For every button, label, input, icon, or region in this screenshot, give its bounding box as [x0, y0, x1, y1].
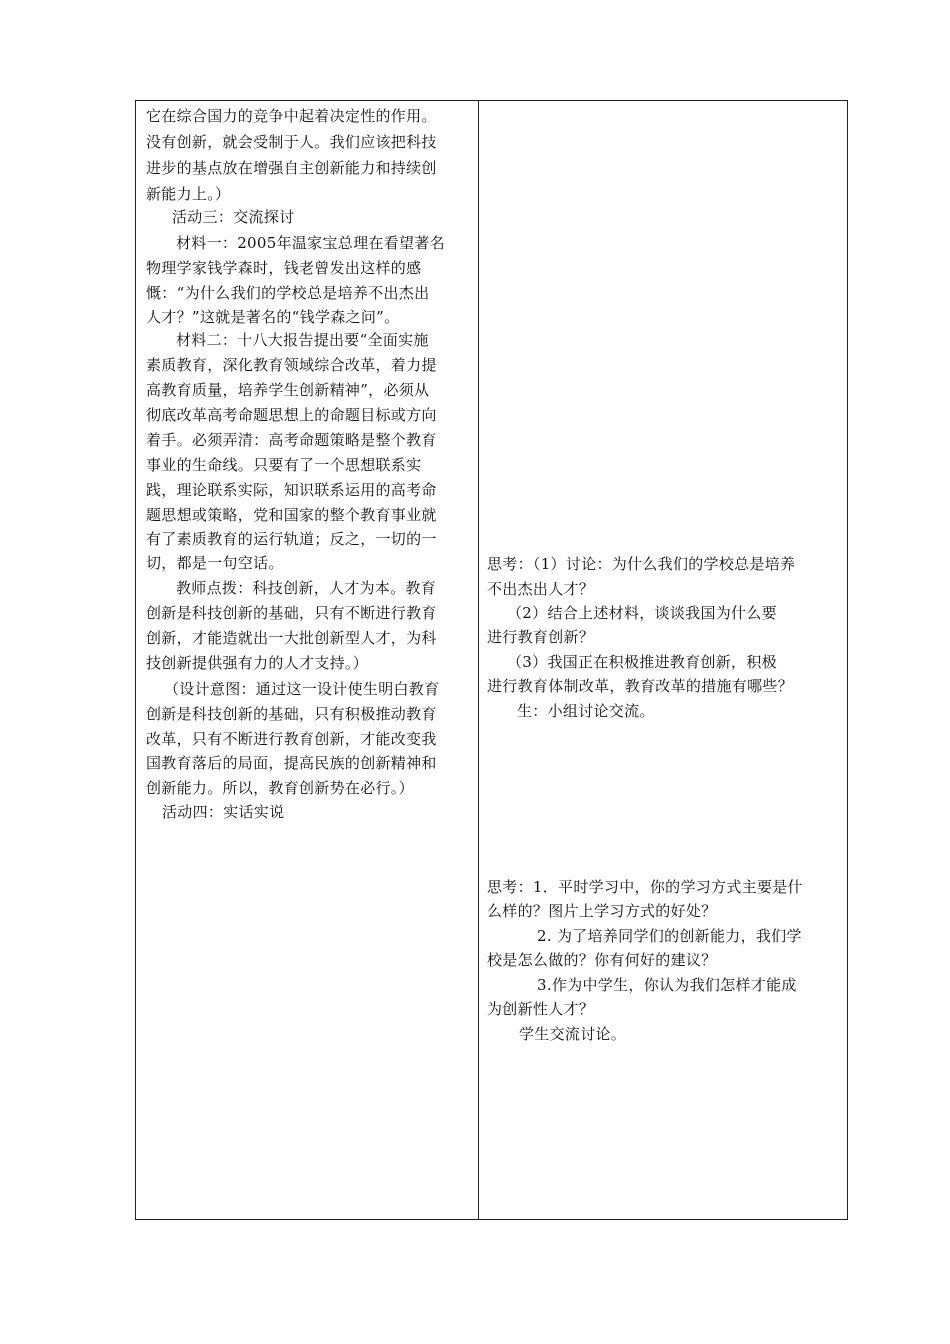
text-line: 材料一：2005年温家宝总理在看望著名 — [176, 234, 445, 252]
text-line: 创新能力。所以，教育创新势在必行。） — [146, 779, 414, 797]
text-line: 彻底改革高考命题思想上的命题目标或方向 — [146, 406, 437, 424]
activity-heading: 活动四：实话实说 — [162, 803, 285, 821]
text-line: 3.作为中学生，你认为我们怎样才能成 — [537, 976, 797, 994]
text-line: 不出杰出人才？ — [487, 580, 595, 598]
text-line: （2）结合上述材料，谈谈我国为什么要 — [507, 604, 777, 622]
text-line: 创新是科技创新的基础，只有不断进行教育 — [146, 604, 437, 622]
text-line: 着手。必须弄清：高考命题策略是整个教育 — [146, 431, 437, 449]
teaching-process-column — [136, 101, 479, 1219]
text-line: 它在综合国力的竞争中起着决定性的作用。 — [146, 107, 437, 125]
text-line: 思考：（1）讨论：为什么我们的学校总是培养 — [487, 555, 796, 573]
text-line: 么样的？图片上学习方式的好处？ — [487, 902, 717, 920]
text-line: 高教育质量，培养学生创新精神”，必须从 — [146, 381, 430, 399]
text-line: （设计意图：通过这一设计使生明白教育 — [164, 680, 440, 698]
text-line: 创新，才能造就出一大批创新型人才，为科 — [146, 629, 437, 647]
text-line: 国教育落后的局面，提高民族的创新精神和 — [146, 754, 437, 772]
activity-heading: 活动三：交流探讨 — [172, 208, 295, 226]
text-line: 践，理论联系实际，知识联系运用的高考命 — [146, 481, 437, 499]
text-line: 慨：“为什么我们的学校总是培养不出杰出 — [146, 284, 430, 302]
text-line: 思考：1．平时学习中，你的学习方式主要是什 — [487, 878, 803, 896]
text-line: 事业的生命线。只要有了一个思想联系实 — [146, 456, 422, 474]
text-line: 新能力上。） — [146, 185, 231, 203]
text-line: 技创新提供强有力的人才支持。） — [146, 654, 369, 672]
text-line: 素质教育，深化教育领域综合改革，着力提 — [146, 356, 437, 374]
text-line: 为创新性人才？ — [487, 1000, 595, 1018]
text-line: 进行教育体制改革，教育改革的措施有哪些？ — [487, 677, 794, 695]
student-activity-column — [479, 101, 847, 1219]
text-line: 没有创新，就会受制于人。我们应该把科技 — [146, 133, 437, 151]
text-line: 教师点拨：科技创新，人才为本。教育 — [176, 579, 437, 597]
text-line: 有了素质教育的运行轨道；反之，一切的一 — [146, 530, 437, 548]
text-line: 学生交流讨论。 — [519, 1025, 627, 1043]
text-line: 题思想或策略，党和国家的整个教育事业就 — [146, 506, 437, 524]
lesson-plan-table — [135, 100, 848, 1220]
text-line: 材料二：十八大报告提出要“全面实施 — [176, 331, 429, 349]
text-line: 2. 为了培养同学们的创新能力，我们学 — [537, 927, 802, 945]
text-line: 人才？”这就是著名的“钱学森之问”。 — [146, 308, 400, 326]
text-line: 切，都是一句空话。 — [146, 554, 284, 572]
text-line: 生：小组讨论交流。 — [517, 702, 655, 720]
text-line: 进行教育创新？ — [487, 628, 595, 646]
text-line: 进步的基点放在增强自主创新能力和持续创 — [146, 159, 437, 177]
text-line: 改革，只有不断进行教育创新，才能改变我 — [146, 730, 437, 748]
text-line: 校是怎么做的？你有何好的建议？ — [487, 951, 717, 969]
text-line: （3）我国正在积极推进教育创新，积极 — [507, 653, 777, 671]
text-line: 物理学家钱学森时，钱老曾发出这样的感 — [146, 259, 422, 277]
text-line: 创新是科技创新的基础，只有积极推动教育 — [146, 705, 437, 723]
